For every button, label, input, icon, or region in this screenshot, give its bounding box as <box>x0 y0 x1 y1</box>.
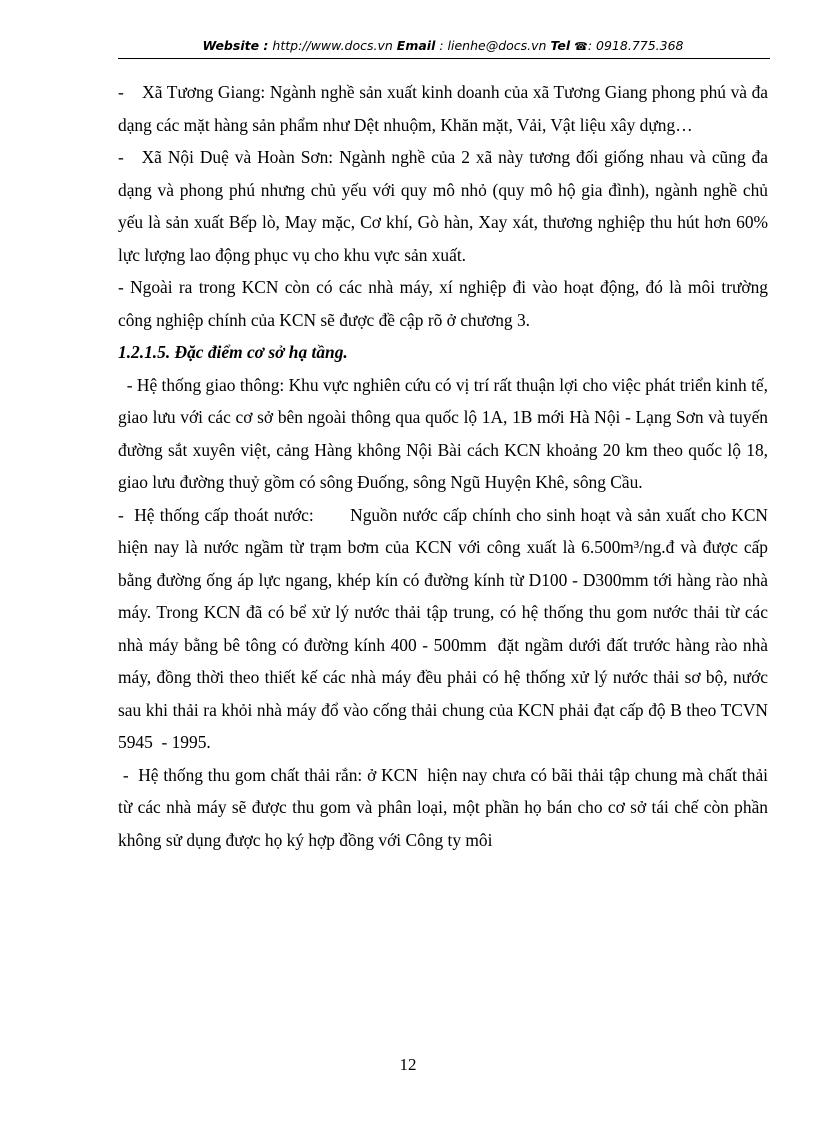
phone-icon: ☎ <box>574 40 588 53</box>
section-heading: 1.2.1.5. Đặc điểm cơ sở hạ tầng. <box>118 342 348 362</box>
paragraph-tuong-giang: - Xã Tương Giang: Ngành nghề sản xuất kinh doanh của xã Tương Giang phong phú và đa dạng các mặt hàng sản phẩm như Dệt nhuộm, Khăn mặt, Vải, Vật liệu xây dựng… <box>118 82 773 135</box>
tel-value: : 0918.775.368 <box>587 38 684 53</box>
paragraph-solid-waste: - Hệ thống thu gom chất thải rắn: ở KCN hiện nay chưa có bãi thải tập chung mà chất thải từ các nhà máy sẽ được thu gom và phân loại, một phần họ bán cho cơ sở tái chế còn phần không sử dụng được họ ký hợp đồng với Công ty môi <box>118 764 773 850</box>
paragraph-water: - Hệ thống cấp thoát nước: Nguồn nước cấp chính cho sinh hoạt và sản xuất cho KCN hiện nay là nước ngầm từ trạm bơm của KCN với công xuất là 6.500m³/ng.đ và được cấp bằng đường ống áp lực ngang, khép kín có đường kính từ D100 - D300mm tới hàng rào nhà máy. Trong KCN đã có bể xử lý nước thải tập trung, có hệ thống thu gom nước thải từ các nhà máy bằng bê tông có đường kính 400 - 500mm đặt ngầm dưới đất trước hàng rào nhà máy, đồng thời theo thiết kế các nhà máy đều phải có hệ thống xử lý nước thải sơ bộ, nước sau khi thải ra khỏi nhà máy đổ vào cống thải chung của KCN phải đạt cấp độ B theo TCVN 5945 - 1995. <box>118 504 773 752</box>
website-label: Website : <box>202 38 269 53</box>
paragraph-transport: - Hệ thống giao thông: Khu vực nghiên cứu có vị trí rất thuận lợi cho việc phát triển kinh tế, giao lưu với các cơ sở bên ngoài thông qua quốc lộ 1A, 1B mới Hà Nội - Lạng Sơn và tuyến đường sắt xuyên việt, cảng Hàng không Nội Bài cách KCN khoảng 20 km theo quốc lộ 18, giao lưu đường thuỷ gồm có sông Đuống, sông Ngũ Huyện Khê, sông Cầu. <box>118 374 773 492</box>
paragraph-factories: - Ngoài ra trong KCN còn có các nhà máy, xí nghiệp đi vào hoạt động, đó là môi trường công nghiệp chính của KCN sẽ được đề cập rõ ở chương 3. <box>118 277 768 330</box>
website-value: http://www.docs.vn <box>272 38 393 53</box>
document-body <box>118 76 773 856</box>
page-number: 12 <box>399 1055 417 1074</box>
paragraph-noi-due: - Xã Nội Duệ và Hoàn Sơn: Ngành nghề của 2 xã này tương đối giống nhau và cũng đa dạng và phong phú nhưng chủ yếu với quy mô nhỏ (quy mô hộ gia đình), ngành nghề chủ yếu là sản xuất Bếp lò, May mặc, Cơ khí, Gò hàn, Xay xát, thương nghiệp thu hút hơn 60% lực lượng lao động phục vụ cho khu vực sản xuất. <box>118 147 773 265</box>
page-header <box>118 38 768 55</box>
email-label: Email <box>396 38 436 53</box>
email-value: : lienhe@docs.vn <box>439 38 547 53</box>
header-rule <box>118 58 770 59</box>
tel-label: Tel <box>550 38 571 53</box>
